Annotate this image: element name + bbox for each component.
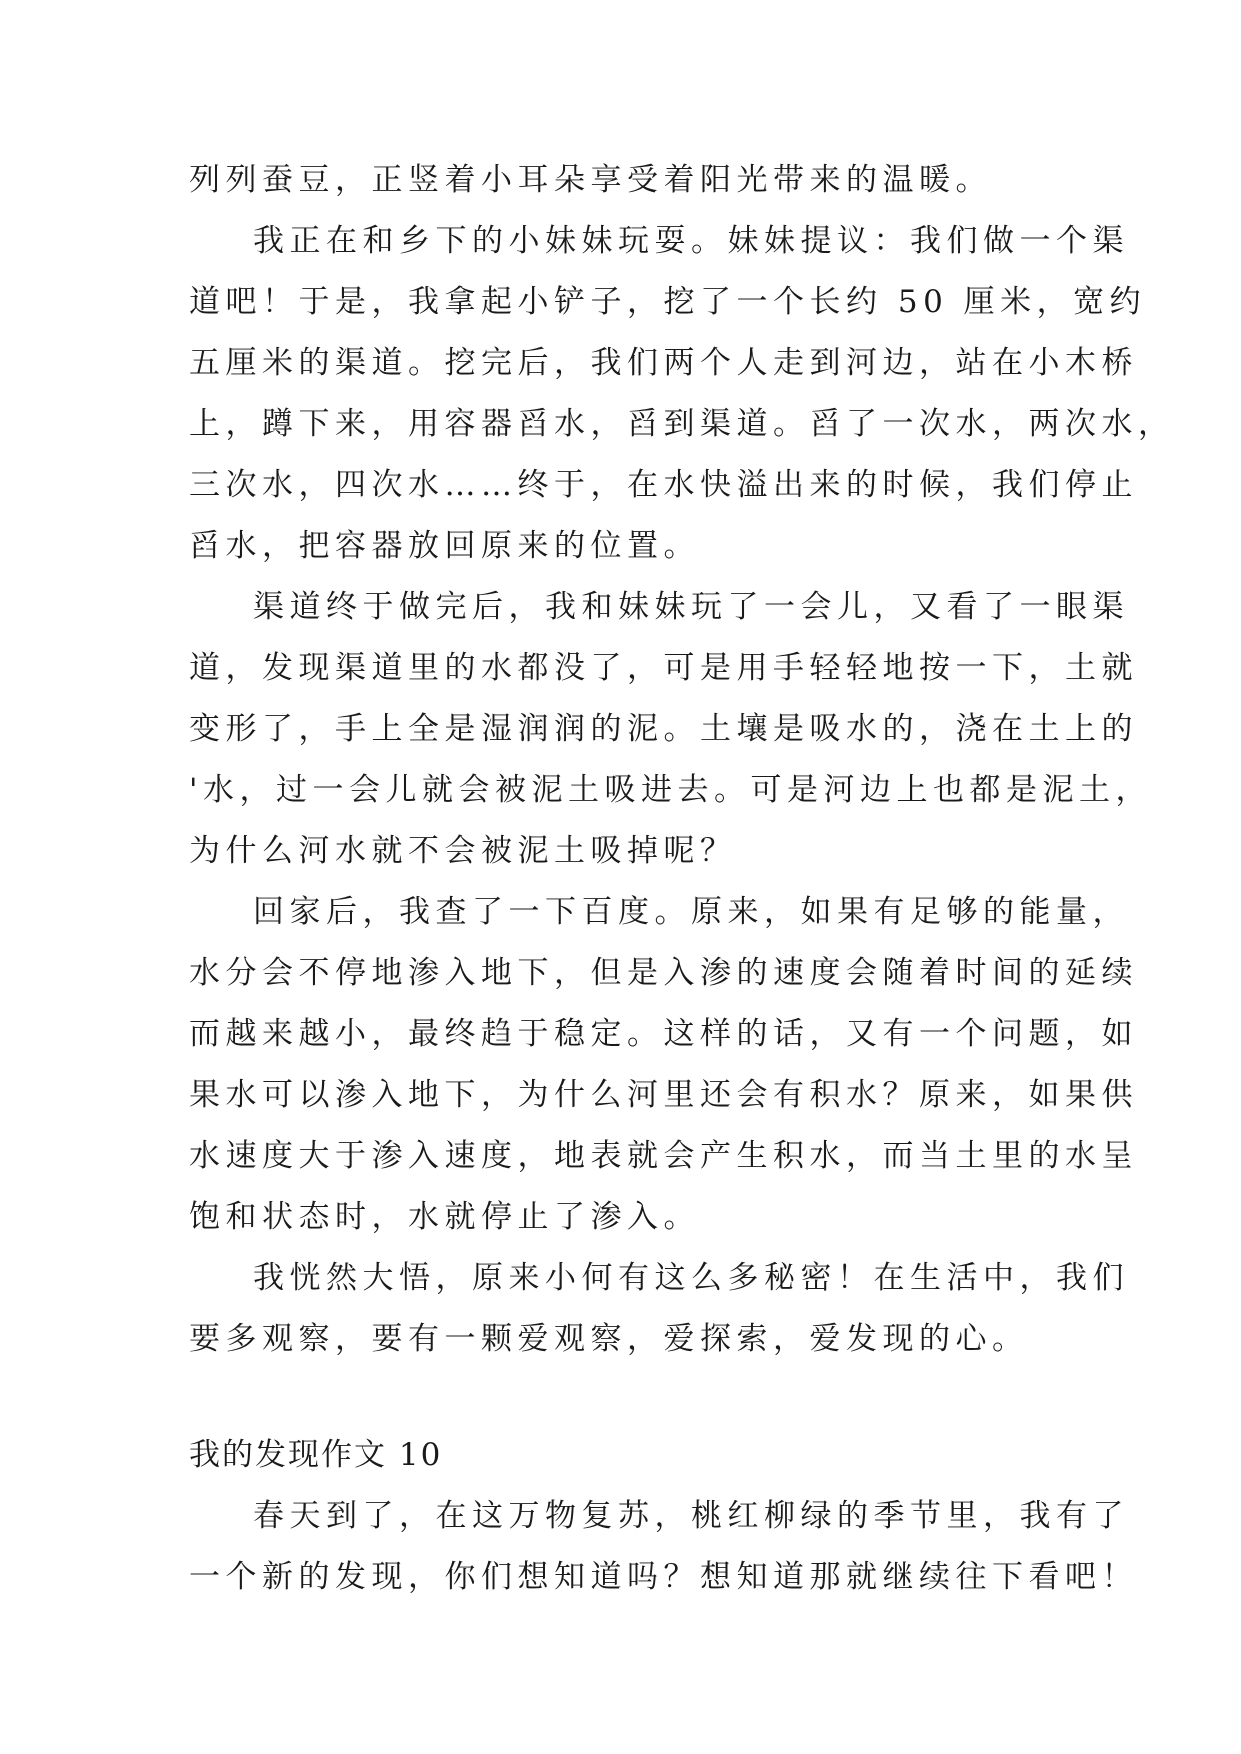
text-line: 舀水，把容器放回原来的位置。 [189,528,700,564]
paragraph-1 [189,150,1069,211]
text-line: 道吧！于是，我拿起小铲子，挖了一个长约 50 厘米，宽约 [189,284,1147,320]
text-line: '水，过一会儿就会被泥土吸进去。可是河边上也都是泥土， [189,772,1153,808]
text-line: 饱和状态时，水就停止了渗入。 [189,1199,700,1235]
paragraph-4 [189,882,1138,1248]
section-heading: 我的发现作文 10 [189,1437,443,1473]
text-line: 上，蹲下来，用容器舀水，舀到渠道。舀了一次水，两次水， [189,406,1175,442]
text-line: 果水可以渗入地下，为什么河里还会有积水？原来，如果供 [189,1077,1138,1113]
text-line: 渠道终于做完后，我和妹妹玩了一会儿，又看了一眼渠 [253,589,1129,625]
text-line: 我恍然大悟，原来小何有这么多秘密！在生活中，我们 [253,1260,1129,1296]
text-line: 五厘米的渠道。挖完后，我们两个人走到河边，站在小木桥 [189,345,1138,381]
text-line: 变形了，手上全是湿润润的泥。土壤是吸水的，浇在土上的 [189,711,1138,747]
text-line: 我正在和乡下的小妹妹玩耍。妹妹提议：我们做一个渠 [253,223,1129,259]
document-page [189,150,1175,1608]
text-line: 回家后，我查了一下百度。原来，如果有足够的能量， [253,894,1129,930]
paragraph-2 [189,211,1175,577]
text-line: 要多观察，要有一颗爱观察，爱探索，爱发现的心。 [189,1321,1029,1357]
text-line: 春天到了，在这万物复苏，桃红柳绿的季节里，我有了 [253,1498,1129,1534]
text-line: 道，发现渠道里的水都没了，可是用手轻轻地按一下，土就 [189,650,1138,686]
text-line: 列列蚕豆，正竖着小耳朵享受着阳光带来的温暖。 [189,162,992,198]
paragraph-5 [189,1248,1129,1370]
text-line: 一个新的发现，你们想知道吗？想知道那就继续往下看吧！ [189,1559,1138,1595]
text-line: 为什么河水就不会被泥土吸掉呢？ [189,833,737,869]
text-line: 水速度大于渗入速度，地表就会产生积水，而当土里的水呈 [189,1138,1138,1174]
text-line: 而越来越小，最终趋于稳定。这样的话，又有一个问题，如 [189,1016,1138,1052]
text-line: 水分会不停地渗入地下，但是入渗的速度会随着时间的延续 [189,955,1138,991]
paragraph-3 [189,577,1153,882]
paragraph-6 [189,1486,1138,1608]
text-line: 三次水，四次水……终于，在水快溢出来的时候，我们停止 [189,467,1138,503]
